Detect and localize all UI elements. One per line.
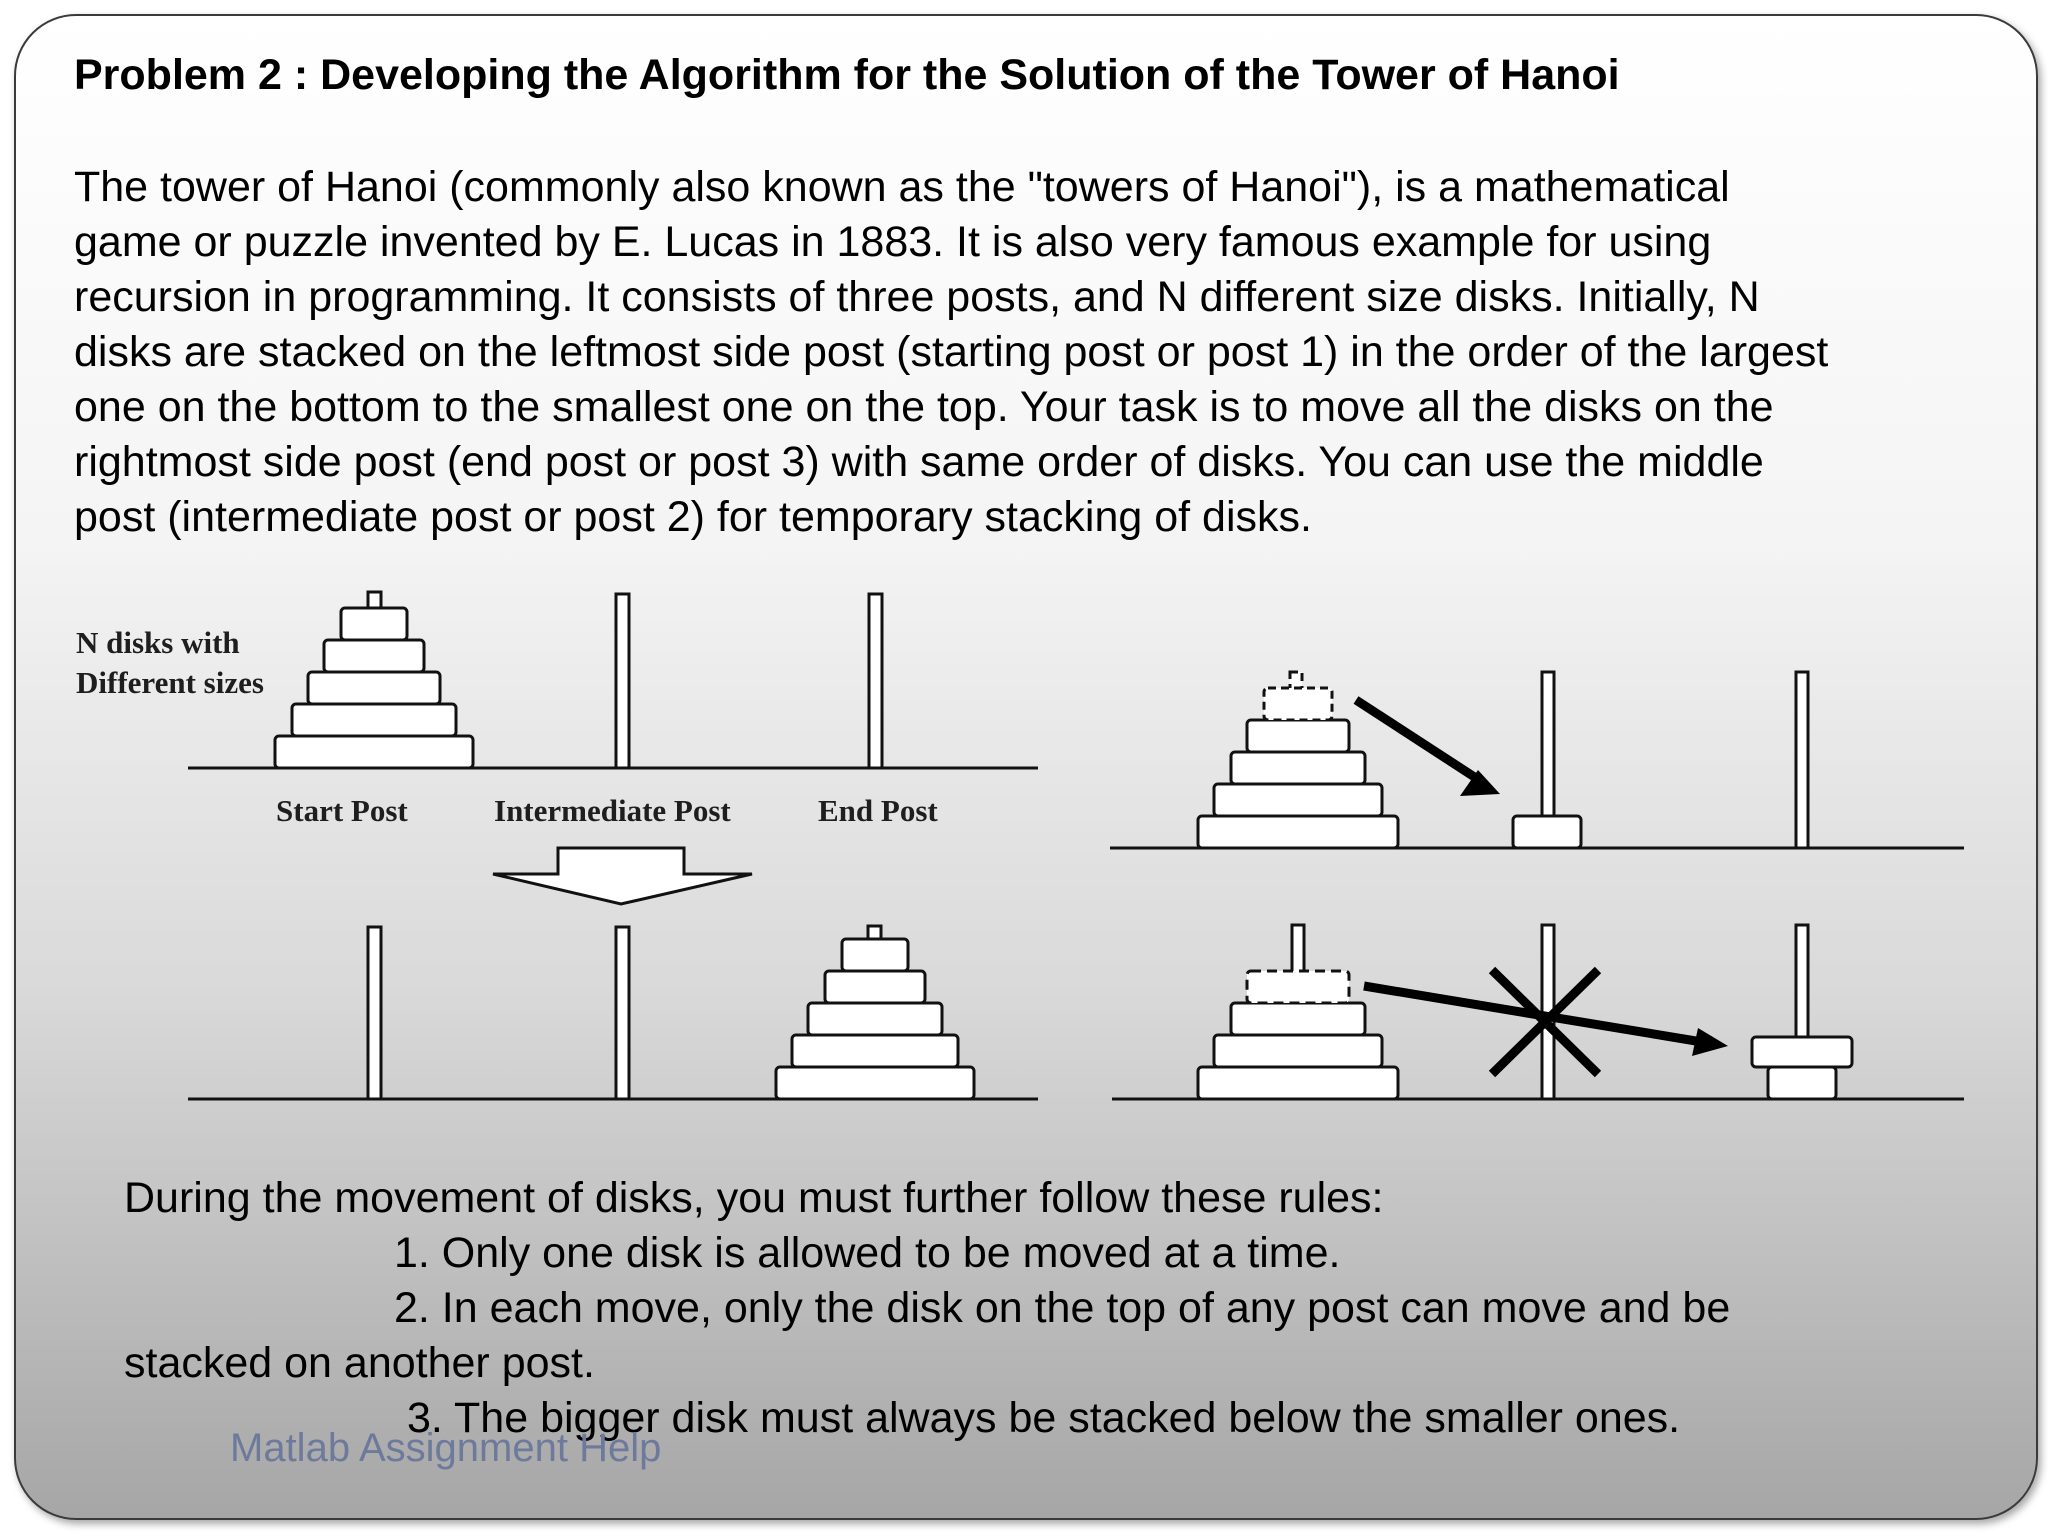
intro-line: rightmost side post (end post or post 3) with same order of disks. You can use the middle (74, 438, 1764, 486)
post-start (368, 927, 381, 1099)
disk-4 (292, 704, 456, 736)
panel-final-state (188, 926, 1038, 1099)
rules-intro: During the movement of disks, you must further follow these rules: (124, 1174, 1384, 1222)
disk-5 (776, 1067, 974, 1099)
intermediate-post-label: Intermediate Post (494, 793, 731, 828)
post-intermediate (616, 927, 629, 1099)
moved-disk (1513, 816, 1581, 848)
intro-line: recursion in programming. It consists of three posts, and N different size disks. Initially, N (74, 273, 1760, 321)
disk-4 (1198, 816, 1398, 848)
disk-3 (1214, 1035, 1382, 1067)
legal-move-arrow-shaft (1356, 700, 1476, 778)
disk-1 (1247, 720, 1349, 752)
panel-legal-move (1110, 672, 1964, 848)
disk-5 (275, 736, 473, 768)
post-end (1796, 672, 1808, 848)
rule-2-continued: stacked on another post. (124, 1339, 595, 1387)
disk-4 (1198, 1067, 1398, 1099)
slide (14, 14, 2038, 1520)
disk-4 (792, 1035, 958, 1067)
start-post-label: Start Post (276, 793, 408, 828)
disk-label (76, 626, 264, 700)
disk-1 (842, 939, 908, 971)
moved-disk (1752, 1037, 1852, 1067)
end-post-label: End Post (818, 793, 938, 828)
disk-2 (1231, 752, 1365, 784)
disk-moving-ghost (1264, 688, 1332, 720)
disk-3 (308, 672, 440, 704)
disk-2 (825, 971, 925, 1003)
intro-line: one on the bottom to the smallest one on the top. Your task is to move all the disks on the (74, 383, 1774, 431)
post-intermediate (616, 594, 629, 768)
post-end (869, 594, 882, 768)
rule-3: 3. The bigger disk must always be stacked below the smaller ones. (407, 1394, 1681, 1442)
intro-line: post (intermediate post or post 2) for temporary stacking of disks. (74, 493, 1312, 541)
disk-1 (341, 608, 407, 640)
slide-title: Problem 2 : Developing the Algorithm for the Solution of the Tower of Hanoi (74, 51, 1620, 99)
footer-watermark: Matlab Assignment Help (230, 1426, 662, 1470)
rule-2: 2. In each move, only the disk on the top of any post can move and be (394, 1284, 1731, 1332)
disk-label-line: N disks with (76, 625, 240, 660)
rule-1: 1. Only one disk is allowed to be moved at a time. (394, 1229, 1341, 1277)
disk-2 (1231, 1003, 1365, 1035)
disk-label-line: Different sizes (76, 665, 264, 701)
down-arrow (493, 848, 752, 904)
intro-line: The tower of Hanoi (commonly also known as the "towers of Hanoi"), is a mathematical (74, 163, 1730, 211)
post-end (1796, 925, 1808, 1037)
disk-2 (324, 640, 424, 672)
post-start (1292, 925, 1304, 973)
intro-line: disks are stacked on the leftmost side post (starting post or post 1) in the order of the largest (74, 328, 1829, 376)
disk-moving-ghost (1247, 971, 1349, 1003)
disk-3 (808, 1003, 942, 1035)
rules-section (124, 1171, 2004, 1446)
illegal-move-arrowhead (1692, 1028, 1728, 1056)
disk-3 (1214, 784, 1382, 816)
target-disk (1768, 1067, 1836, 1099)
panel-initial-state (188, 592, 1038, 768)
intro-line: game or puzzle invented by E. Lucas in 1883. It is also very famous example for using (74, 218, 1712, 266)
